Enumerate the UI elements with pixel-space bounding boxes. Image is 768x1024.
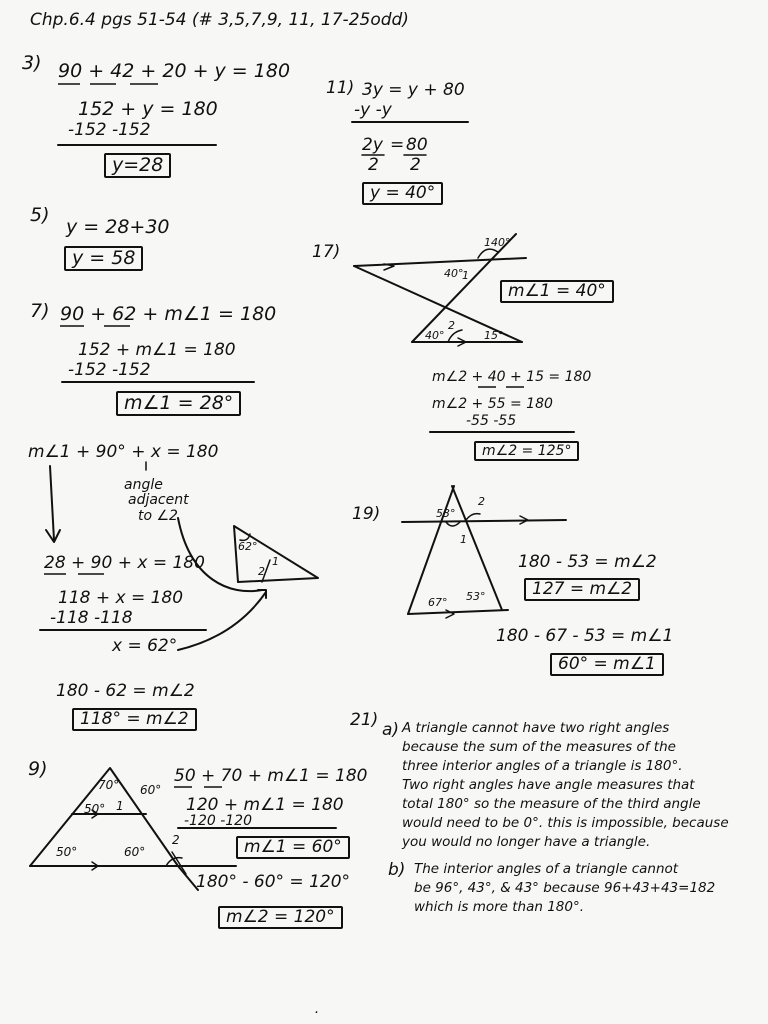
problem-19-parallel-mark-top bbox=[520, 516, 528, 524]
problem-17-answer-2: m∠2 = 125° bbox=[474, 441, 579, 461]
problem-19-eq2: 180 - 67 - 53 = m∠1 bbox=[496, 626, 674, 646]
problem-7-eq1: 90 + 62 + m∠1 = 180 bbox=[60, 303, 277, 325]
problem-7-tri-label-1: 1 bbox=[272, 555, 279, 568]
problem-21-a-text bbox=[402, 719, 729, 852]
problem-5-label: 5) bbox=[30, 204, 50, 226]
problem-19-top-line bbox=[402, 520, 566, 522]
problem-17-eq2: m∠2 + 55 = 180 bbox=[432, 396, 553, 412]
problem-21-a-line: you would no longer have a triangle. bbox=[402, 834, 651, 850]
problem-3-eq1: 90 + 42 + 20 + y = 180 bbox=[58, 60, 291, 82]
problem-17-fig-40a: 40° bbox=[444, 267, 464, 280]
problem-9-answer: m∠1 = 60° bbox=[236, 836, 350, 859]
problem-17-top-line bbox=[354, 258, 526, 266]
problem-21-a-line: total 180° so the measure of the third angle bbox=[402, 796, 701, 812]
problem-7-triangle bbox=[234, 526, 318, 582]
problem-21-a-line: A triangle cannot have two right angles bbox=[402, 720, 670, 736]
problem-21-a-line: because the sum of the measures of the bbox=[402, 739, 676, 755]
problem-19-fig-53b: 53° bbox=[466, 590, 486, 603]
problem-19-answer-2: 60° = m∠1 bbox=[550, 653, 664, 676]
problem-11-answer: y = 40° bbox=[362, 182, 443, 205]
problem-17-arc-140 bbox=[478, 249, 498, 258]
problem-11-equals: = bbox=[390, 135, 405, 155]
problem-3-answer: y=28 bbox=[104, 153, 171, 178]
problem-9-fig-70: 70° bbox=[98, 778, 120, 792]
problem-11-eq2-num: 2y bbox=[362, 135, 383, 155]
problem-17-fig-140: 140° bbox=[484, 236, 511, 249]
problem-17-answer-1: m∠1 = 40° bbox=[500, 280, 614, 303]
problem-19-arc-2 bbox=[466, 514, 480, 520]
problem-21-b-line: The interior angles of a triangle cannot bbox=[414, 861, 679, 877]
problem-17-parallel-mark-top bbox=[384, 264, 394, 270]
problem-9-parallel-mark-2 bbox=[92, 862, 98, 870]
problem-9-arrow bbox=[178, 866, 198, 890]
problem-11-eq2-den: 2 bbox=[368, 155, 379, 175]
problem-7-work-eq: m∠1 + 90° + x = 180 bbox=[28, 442, 219, 462]
problem-9-eq2: 120 + m∠1 = 180 bbox=[186, 795, 344, 815]
problem-19-parallel-mark-bottom bbox=[446, 610, 454, 618]
problem-21-b-line: be 96°, 43°, & 43° because 96+43+43=182 bbox=[414, 880, 716, 896]
problem-17-fig-1: 1 bbox=[462, 269, 469, 282]
problem-7-answer-2: 118° = m∠2 bbox=[72, 708, 197, 731]
problem-5-answer: y = 58 bbox=[64, 246, 143, 271]
problem-11-eq2-rhs: 80 bbox=[406, 135, 428, 155]
problem-7-answer: m∠1 = 28° bbox=[116, 391, 241, 416]
problem-17-parallel-mark-bottom bbox=[458, 338, 466, 346]
problem-9-sub: -120 -120 bbox=[184, 813, 252, 829]
problem-7-step3: x = 62° bbox=[112, 636, 178, 656]
problem-9-fig-1: 1 bbox=[116, 799, 124, 813]
page-header: Chp.6.4 pgs 51-54 (# 3,5,7,9, 11, 17-25odd) bbox=[30, 10, 409, 30]
problem-21-label: 21) bbox=[350, 710, 379, 730]
problem-9-tick bbox=[172, 852, 186, 874]
problem-9-fig-60a: 60° bbox=[140, 783, 162, 797]
problem-7-note-3: to ∠2 bbox=[138, 508, 178, 524]
problem-7-note-2: adjacent bbox=[128, 492, 189, 508]
problem-7-down-arrowhead bbox=[46, 530, 60, 542]
problem-11-eq2-rhs-den: 2 bbox=[410, 155, 421, 175]
problem-21-b-label: b) bbox=[388, 860, 406, 880]
problem-17-sub: -55 -55 bbox=[466, 413, 517, 429]
problem-3-sub: -152 -152 bbox=[68, 120, 151, 140]
problem-19-fig-2: 2 bbox=[478, 495, 485, 508]
problem-21-a-label: a) bbox=[382, 720, 400, 740]
problem-11-eq1: 3y = y + 80 bbox=[362, 80, 465, 100]
problem-17-label: 17) bbox=[312, 242, 341, 262]
problem-19-arc-1 bbox=[446, 522, 460, 526]
problem-17-fig-40b: 40° bbox=[425, 329, 445, 342]
problem-9-angle-2-arc bbox=[166, 858, 182, 866]
problem-19-fig-1: 1 bbox=[460, 533, 467, 546]
problem-17-fig-2: 2 bbox=[448, 319, 455, 332]
problem-3-eq2: 152 + y = 180 bbox=[78, 98, 218, 120]
problem-19-fig-53a: 53° bbox=[436, 507, 456, 520]
problem-21-b-line: which is more than 180°. bbox=[414, 899, 585, 915]
problem-17-eq1: m∠2 + 40 + 15 = 180 bbox=[432, 369, 592, 385]
page-number-mark: · bbox=[314, 1005, 319, 1021]
problem-17-fig-15: 15° bbox=[484, 329, 504, 342]
problem-7-step1: 28 + 90 + x = 180 bbox=[44, 553, 205, 573]
problem-9-eq1: 50 + 70 + m∠1 = 180 bbox=[174, 766, 368, 786]
problem-7-step2: 118 + x = 180 bbox=[58, 588, 184, 608]
problem-19-eq1: 180 - 53 = m∠2 bbox=[518, 552, 657, 572]
problem-7-result-arrow bbox=[178, 592, 266, 650]
problem-7-note-1: angle bbox=[124, 477, 163, 493]
problem-19-bottom-side bbox=[408, 610, 508, 614]
problem-7-sub: -152 -152 bbox=[68, 360, 151, 380]
problem-9-label: 9) bbox=[28, 758, 48, 780]
problem-5-eq1: y = 28+30 bbox=[66, 216, 170, 238]
problem-9-fig-50a: 50° bbox=[84, 802, 106, 816]
problem-9-answer-2: m∠2 = 120° bbox=[218, 906, 343, 929]
problem-7-tri-label-2: 2 bbox=[258, 565, 265, 578]
problem-7-tri-angle: 62° bbox=[238, 540, 258, 553]
problem-21-a-line: Two right angles have angle measures that bbox=[402, 777, 695, 793]
problem-9-fig-2: 2 bbox=[172, 833, 180, 847]
problem-9-eq3: 180° - 60° = 120° bbox=[196, 872, 351, 892]
problem-11-label: 11) bbox=[326, 78, 355, 98]
problem-19-left-side bbox=[408, 486, 454, 614]
problem-19-label: 19) bbox=[352, 504, 381, 524]
problem-21-b-text bbox=[414, 860, 715, 917]
problem-9-fig-50b: 50° bbox=[56, 845, 78, 859]
problem-7-result-arrowhead bbox=[258, 590, 266, 598]
problem-7-step2-sub: -118 -118 bbox=[50, 608, 133, 628]
problem-11-sub: -y -y bbox=[354, 100, 392, 120]
problem-21-a-line: three interior angles of a triangle is 180°. bbox=[402, 758, 683, 774]
problem-19-fig-67: 67° bbox=[428, 596, 448, 609]
problem-19-answer-1: 127 = m∠2 bbox=[524, 578, 640, 601]
problem-7-step4: 180 - 62 = m∠2 bbox=[56, 681, 195, 701]
problem-21-a-line: would need to be 0°. this is impossible, because bbox=[402, 815, 729, 831]
problem-7-label: 7) bbox=[30, 300, 50, 322]
problem-7-down-arrow bbox=[50, 466, 54, 540]
problem-3-label: 3) bbox=[22, 52, 42, 74]
problem-9-fig-60b: 60° bbox=[124, 845, 146, 859]
problem-7-eq2: 152 + m∠1 = 180 bbox=[78, 340, 236, 360]
